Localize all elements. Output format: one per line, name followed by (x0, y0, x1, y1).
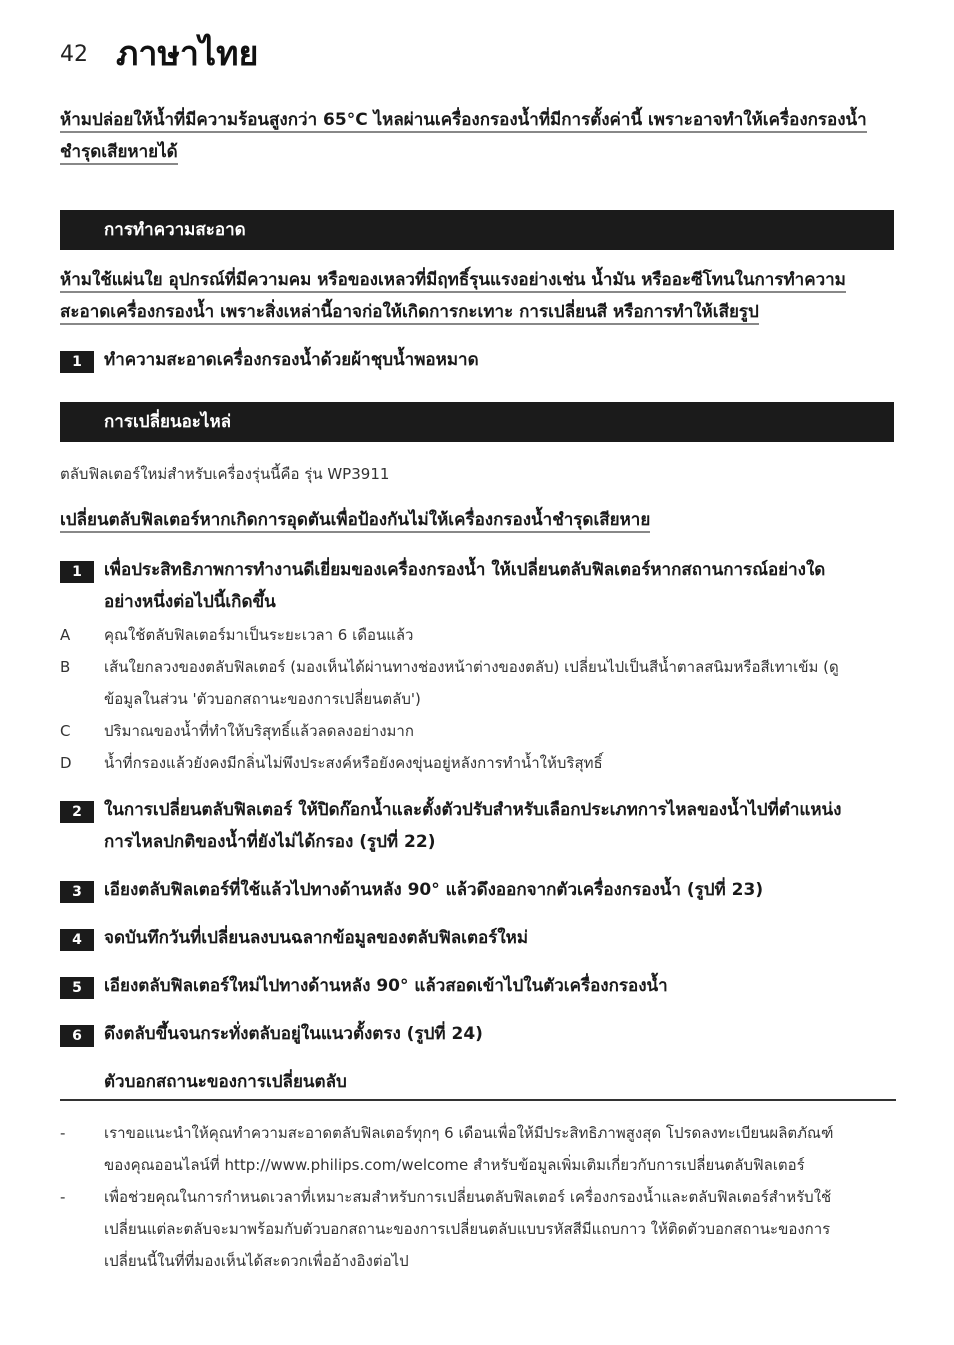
condition-text (104, 715, 896, 747)
warning-line: ห้ามใช้แผ่นใย อุปกรณ์ที่มีความคม หรือของเหลวที่มีฤทธิ์รุนแรงอย่างเช่น น้ำมัน หรืออะซีโทนในการทำความ (60, 270, 846, 293)
bullet-line: เปลี่ยนนี้ในที่ที่มองเห็นได้สะดวกเพื่ออ้างอิงต่อไป (104, 1252, 409, 1270)
page-number: 42 (60, 42, 88, 67)
warning-line: เปลี่ยนตลับฟิลเตอร์หากเกิดการอุดตันเพื่อป้องกันไม่ให้เครื่องกรองน้ำชำรุดเสียหาย (60, 510, 650, 533)
step-text (104, 874, 900, 906)
hot-water-warning (60, 104, 896, 168)
condition-text (104, 619, 896, 651)
warning-line: ห้ามปล่อยให้น้ำที่มีความร้อนสูงกว่า 65°C ไหลผ่านเครื่องกรองน้ำที่มีการตั้งค่านี้ เพราะอาจทำให้เครื่องกรองน้ำ (60, 110, 867, 133)
section-divider (60, 1099, 896, 1101)
warning-line: ชำรุดเสียหายได้ (60, 142, 178, 165)
condition-line: น้ำที่กรองแล้วยังคงมีกลิ่นไม่พึงประสงค์หรือยังคงขุ่นอยู่หลังการทำน้ำให้บริสุทธิ์ (104, 754, 603, 772)
condition-text (104, 651, 896, 715)
section-heading-cleaning: การทำความสะอาด (60, 210, 894, 250)
step-line: เพื่อประสิทธิภาพการทำงานดีเยี่ยมของเครื่องกรองน้ำ ให้เปลี่ยนตลับฟิลเตอร์หากสถานการณ์อย่างใด (104, 560, 826, 580)
step-text (104, 922, 900, 954)
model-note: ตลับฟิลเตอร์ใหม่สำหรับเครื่องรุ่นนี้คือ รุ่น WP3911 (60, 465, 390, 483)
step-text (104, 344, 900, 376)
condition-letter: A (60, 626, 71, 644)
condition-letter: C (60, 722, 71, 740)
bullet-line: เราขอแนะนำให้คุณทำความสะอาดตลับฟิลเตอร์ทุกๆ 6 เดือนเพื่อให้มีประสิทธิภาพสูงสุด โปรดลงทะเบียนผลิตภัณฑ์ (104, 1124, 834, 1142)
step-text (104, 970, 900, 1002)
bullet-line: เพื่อช่วยคุณในการกำหนดเวลาที่เหมาะสมสำหรับการเปลี่ยนตลับฟิลเตอร์ เครื่องกรองน้ำและตลับฟิลเตอร์สำหรับใช้ (104, 1188, 832, 1206)
clog-warning (60, 504, 896, 536)
step-number-badge: 1 (60, 351, 94, 373)
step-number-badge: 2 (60, 801, 94, 823)
step-text (104, 554, 900, 618)
warning-line: สะอาดเครื่องกรองน้ำ เพราะสิ่งเหล่านี้อาจก่อให้เกิดการกะเทาะ การเปลี่ยนสี หรือการทำให้เสียรูป (60, 302, 759, 325)
step-line: การไหลปกติของน้ำที่ยังไม่ได้กรอง (รูปที่ 22) (104, 832, 436, 852)
condition-line: เส้นใยกลวงของตลับฟิลเตอร์ (มองเห็นได้ผ่านทางช่องหน้าต่างของตลับ) เปลี่ยนไปเป็นสีน้ำตาลสนิมหรือสีเทาเข้ม (ดู (104, 658, 839, 676)
page-language-title: ภาษาไทย (116, 34, 259, 74)
bullet-line: เปลี่ยนแต่ละตลับจะมาพร้อมกับตัวบอกสถานะของการเปลี่ยนตลับแบบรหัสสีมีแถบกาว ให้ติดตัวบอกสถานะของการ (104, 1220, 831, 1238)
condition-text (104, 747, 896, 779)
bullet-line: ของคุณออนไลน์ที่ http://www.philips.com/welcome สำหรับข้อมูลเพิ่มเติมเกี่ยวกับการเปลี่ยนตลับฟิลเตอร์ (104, 1156, 805, 1174)
bullet-dash: - (60, 1124, 66, 1142)
step-line: ทำความสะอาดเครื่องกรองน้ำด้วยผ้าชุบน้ำพอหมาด (104, 350, 479, 370)
section-heading-replacement: การเปลี่ยนอะไหล่ (60, 402, 894, 442)
step-number-badge: 5 (60, 977, 94, 999)
condition-line: ปริมาณของน้ำที่ทำให้บริสุทธิ์แล้วลดลงอย่างมาก (104, 722, 414, 740)
step-line: อย่างหนึ่งต่อไปนี้เกิดขึ้น (104, 592, 276, 612)
condition-line: ข้อมูลในส่วน 'ตัวบอกสถานะของการเปลี่ยนตลับ') (104, 690, 421, 708)
bullet-text (104, 1117, 896, 1181)
condition-letter: D (60, 754, 72, 772)
step-number-badge: 4 (60, 929, 94, 951)
indicator-heading: ตัวบอกสถานะของการเปลี่ยนตลับ (104, 1072, 347, 1092)
bullet-dash: - (60, 1188, 66, 1206)
bullet-text (104, 1181, 896, 1277)
step-text (104, 794, 900, 858)
step-line: เอียงตลับฟิลเตอร์ที่ใช้แล้วไปทางด้านหลัง 90° แล้วดึงออกจากตัวเครื่องกรองน้ำ (รูปที่ 23) (104, 880, 764, 900)
cleaning-warning (60, 264, 896, 328)
step-number-badge: 6 (60, 1025, 94, 1047)
step-line: เอียงตลับฟิลเตอร์ใหม่ไปทางด้านหลัง 90° แล้วสอดเข้าไปในตัวเครื่องกรองน้ำ (104, 976, 668, 996)
step-line: ในการเปลี่ยนตลับฟิลเตอร์ ให้ปิดก๊อกน้ำและตั้งตัวปรับสำหรับเลือกประเภทการไหลของน้ำไปที่ตำแหน่ง (104, 800, 842, 820)
step-number-badge: 3 (60, 881, 94, 903)
condition-letter: B (60, 658, 71, 676)
step-line: ดึงตลับขึ้นจนกระทั่งตลับอยู่ในแนวตั้งตรง (รูปที่ 24) (104, 1024, 483, 1044)
step-number-badge: 1 (60, 561, 94, 583)
step-text (104, 1018, 900, 1050)
step-line: จดบันทึกวันที่เปลี่ยนลงบนฉลากข้อมูลของตลับฟิลเตอร์ใหม่ (104, 928, 529, 948)
condition-line: คุณใช้ตลับฟิลเตอร์มาเป็นระยะเวลา 6 เดือนแล้ว (104, 626, 414, 644)
